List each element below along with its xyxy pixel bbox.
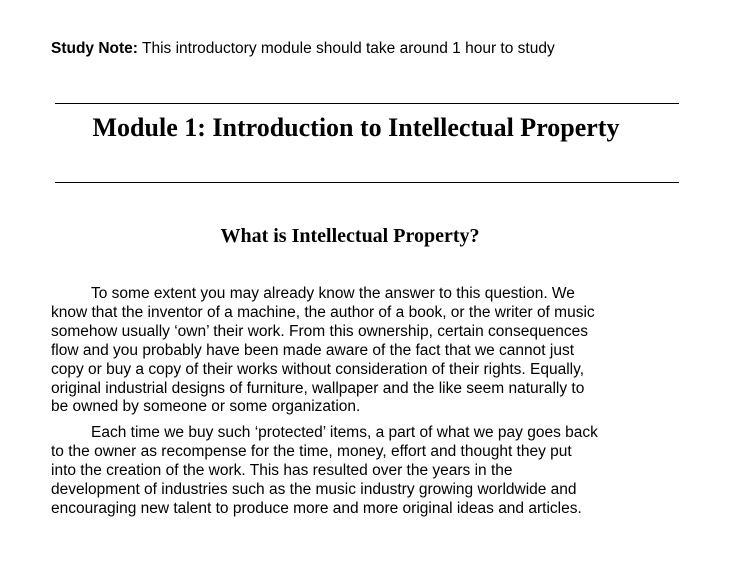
- paragraph-line: flow and you probably have been made aware of the fact that we cannot just: [51, 341, 575, 359]
- paragraph-line: Each time we buy such ‘protected’ items, a part of what we pay goes back: [91, 424, 598, 441]
- paragraph-line: encouraging new talent to produce more and more original ideas and articles.: [51, 499, 582, 517]
- study-note-text: This introductory module should take around 1 hour to study: [137, 40, 555, 57]
- paragraph-line: original industrial designs of furniture, wallpaper and the like seem naturally to: [51, 379, 585, 397]
- title-top-rule: [55, 103, 679, 104]
- paragraph-line: somehow usually ‘own’ their work. From this ownership, certain consequences: [51, 322, 588, 340]
- title-bottom-rule: [55, 182, 679, 183]
- module-title: Module 1: Introduction to Intellectual Property: [92, 113, 620, 142]
- study-note-label: Study Note:: [51, 40, 138, 57]
- paragraph-line: know that the inventor of a machine, the author of a book, or the writer of music: [51, 303, 595, 321]
- paragraph-line: into the creation of the work. This has resulted over the years in the: [51, 461, 513, 479]
- paragraph-line: To some extent you may already know the answer to this question. We: [91, 285, 575, 302]
- paragraph-2: [51, 424, 691, 519]
- study-note: [51, 40, 555, 58]
- section-heading: What is Intellectual Property?: [220, 225, 480, 247]
- paragraph-line: be owned by someone or some organization.: [51, 398, 361, 416]
- paragraph-1: [51, 285, 691, 417]
- paragraph-line: to the owner as recompense for the time, money, effort and thought they put: [51, 442, 572, 460]
- paragraph-line: copy or buy a copy of their works without consideration of their rights. Equally,: [51, 360, 585, 378]
- paragraph-line: development of industries such as the music industry growing worldwide and: [51, 480, 577, 498]
